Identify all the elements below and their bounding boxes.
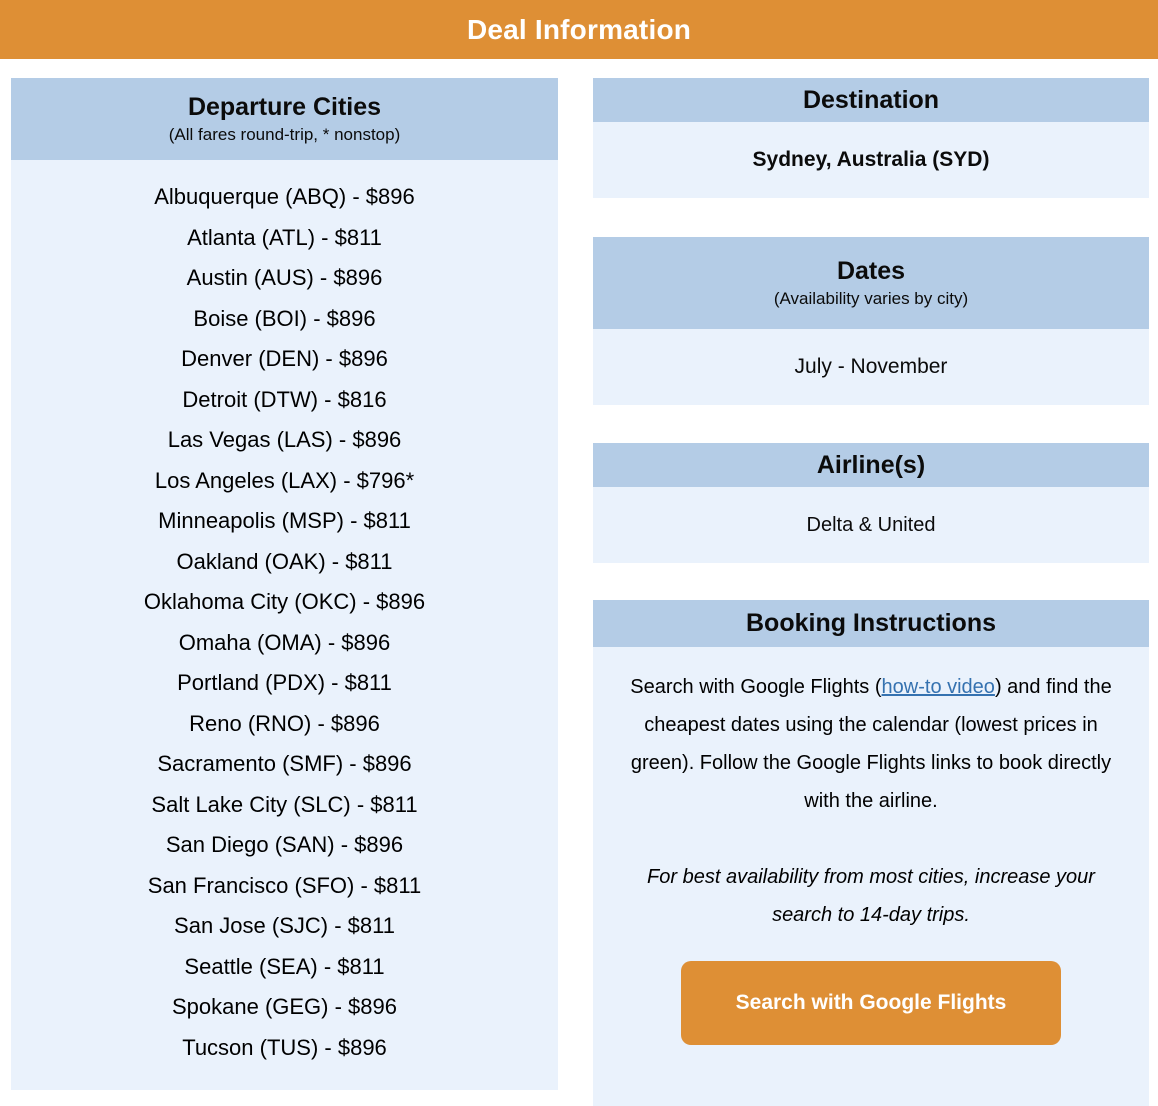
booking-instructions-body — [593, 647, 1149, 1106]
list-item: Los Angeles (LAX) - $796* — [154, 467, 415, 493]
airlines-title: Airline(s) — [816, 450, 926, 479]
airlines-card — [593, 443, 1149, 563]
list-item: San Diego (SAN) - $896 — [165, 832, 404, 857]
list-item: Austin (AUS) - $896 — [186, 265, 383, 290]
list-item: Portland (PDX) - $811 — [177, 670, 392, 695]
dates-title: Dates — [836, 257, 906, 285]
destination-header — [593, 78, 1149, 122]
dates-subtitle: (Availability varies by city) — [773, 289, 969, 308]
how-to-video-link[interactable]: how-to video — [881, 676, 995, 698]
list-item: Salt Lake City (SLC) - $811 — [151, 791, 418, 817]
booking-paragraph-start: Search with Google Flights ( — [630, 676, 882, 698]
list-item: Oklahoma City (OKC) - $896 — [143, 589, 426, 614]
list-item: Atlanta (ATL) - $811 — [187, 224, 382, 250]
list-item: Oakland (OAK) - $811 — [176, 548, 393, 574]
search-google-flights-button[interactable]: Search with Google Flights — [681, 961, 1061, 1045]
booking-paragraph — [621, 668, 1121, 820]
list-item: Boise (BOI) - $896 — [193, 305, 376, 331]
dates-header — [593, 237, 1149, 329]
destination-value: Sydney, Australia (SYD) — [752, 148, 990, 171]
destination-title: Destination — [802, 85, 940, 114]
booking-instructions-header — [593, 600, 1149, 647]
airlines-value: Delta & United — [806, 513, 936, 536]
booking-instructions-card — [593, 600, 1149, 1106]
booking-instructions-title: Booking Instructions — [746, 609, 996, 637]
list-item: Detroit (DTW) - $816 — [182, 386, 387, 412]
list-item: Seattle (SEA) - $811 — [184, 953, 385, 979]
dates-body — [593, 329, 1149, 405]
departure-cities-card — [11, 78, 558, 1090]
list-item: Albuquerque (ABQ) - $896 — [154, 184, 415, 209]
list-item: Spokane (GEG) - $896 — [171, 994, 397, 1019]
list-item: Las Vegas (LAS) - $896 — [167, 427, 402, 452]
dates-card — [593, 237, 1149, 405]
booking-paragraph-end: ) and find the cheapest dates using the calendar (lowest prices in green). Follow the Google Flights links to book directly with the airline. — [630, 676, 1112, 812]
destination-card — [593, 78, 1149, 198]
page-title: Deal Information — [466, 13, 692, 45]
destination-body — [593, 122, 1149, 198]
list-item: Denver (DEN) - $896 — [181, 346, 388, 371]
list-item: Sacramento (SMF) - $896 — [157, 751, 412, 776]
list-item: San Francisco (SFO) - $811 — [147, 872, 422, 898]
departure-cities-title: Departure Cities — [187, 93, 382, 121]
dates-value: July - November — [794, 355, 948, 378]
list-item: Omaha (OMA) - $896 — [178, 629, 391, 655]
list-item: San Jose (SJC) - $811 — [174, 913, 395, 938]
deal-information-banner — [0, 0, 1158, 59]
availability-note: For best availability from most cities, increase your search to 14-day trips. — [647, 866, 1095, 926]
departure-cities-subtitle: (All fares round-trip, * nonstop) — [168, 125, 401, 144]
list-item: Reno (RNO) - $896 — [189, 710, 380, 736]
airlines-header — [593, 443, 1149, 487]
list-item: Tucson (TUS) - $896 — [182, 1034, 387, 1060]
departure-cities-header — [11, 78, 558, 160]
list-item: Minneapolis (MSP) - $811 — [158, 508, 411, 533]
airlines-body — [593, 487, 1149, 563]
departure-cities-list — [11, 160, 558, 1090]
